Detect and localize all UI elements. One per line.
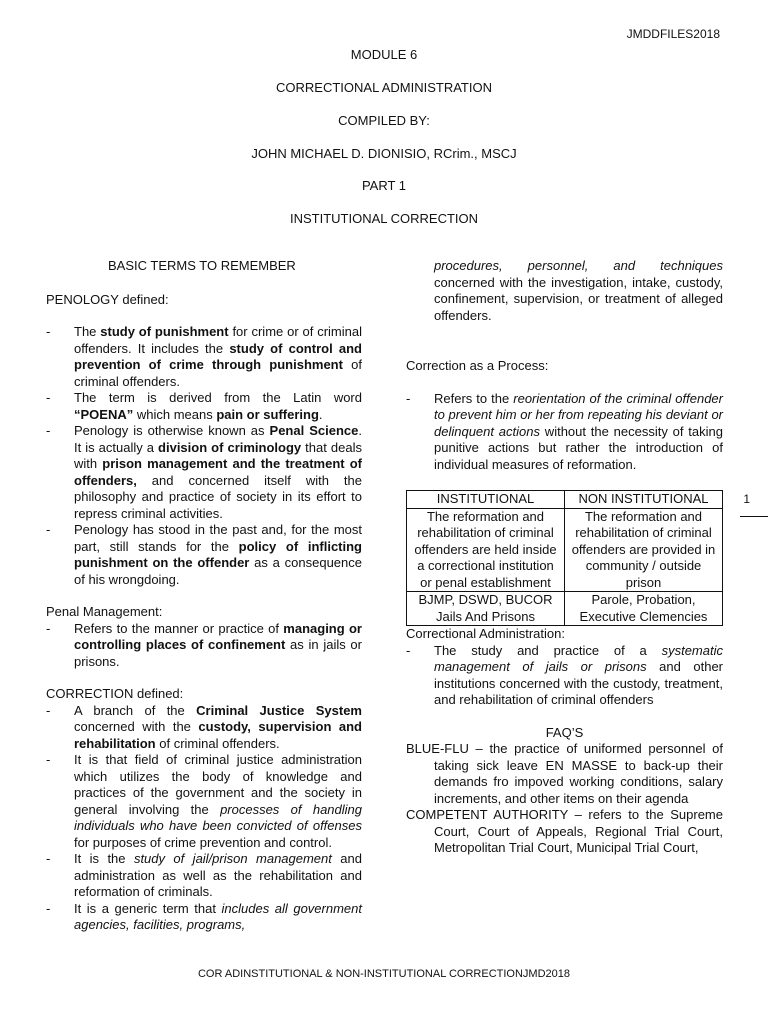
table-row [407,508,723,592]
emphasis-text: systematic management of jails or prisons [434,642,723,674]
faq-item-blue-flu [406,741,723,807]
list-item: - It is that field of criminal justice administration which utilizes the body of knowledge and practices of the government and the society in general involving the processes of handling individuals who have been convicted of offenses for purposes of crime prevention and control. [46,752,362,851]
page-number-rule [740,516,768,517]
emphasis-text: managing or controlling places of confinement [74,620,362,652]
page-number: 1 [743,492,750,506]
emphasis-text: study of control and prevention of crime through punishment [74,340,362,372]
faq-item-competent-authority [406,807,723,857]
left-column [46,258,362,934]
part-label: PART 1 [361,178,407,193]
basic-terms-heading: BASIC TERMS TO REMEMBER [108,258,296,273]
list-item: - Refers to the reorientation of the criminal offender to prevent him or her from repeating his deviant or delinquent actions without the necessity of taking punitive actions but rather the introduction of individual measures of reformation. [406,391,723,474]
right-column [406,258,723,857]
admin-list [406,643,723,709]
table-header-row [407,491,723,509]
table-cell: The reformation and rehabilitation of criminal offenders are provided in community / outside prison [565,508,723,592]
table-header: NON INSTITUTIONAL [565,491,723,509]
faq-term: BLUE-FLU [406,741,469,756]
header-code: JMDDFILES2018 [626,27,720,41]
list-item: - The term is derived from the Latin word “POENA” which means pain or suffering. [46,390,362,423]
correction-type-table [406,490,723,626]
emphasis-text: “POENA” [74,406,134,422]
list-item: - Refers to the manner or practice of managing or controlling places of confinement as in jails or prisons. [46,621,362,671]
list-item: - The study of punishment for crime or of criminal offenders. It includes the study of control and prevention of crime through punishment of criminal offenders. [46,324,362,390]
emphasis-text: division of criminology [158,439,302,455]
penology-list [46,324,362,588]
list-item: - Penology is otherwise known as Penal Science. It is actually a division of criminology that deals with prison management and the treatment of offenders, and concerned itself with the philosophy and practice of society in its effort to repress criminal activities. [46,423,362,522]
emphasis-text: Criminal Justice System [196,702,362,718]
faq-term: COMPETENT AUTHORITY [406,807,569,822]
admin-heading: Correctional Administration: [406,626,565,641]
emphasis-text: policy of inflicting punishment on the offender [74,538,362,570]
list-item: - The study and practice of a systematic management of jails or prisons and other institutions concerned with the custody, treatment, and rehabilitation of criminal offenders [406,643,723,709]
table-row [407,592,723,626]
faq-definition: – the practice of uniformed personnel of taking sick leave EN MASSE to back-up their demands fro impoved working conditions, salary increments, and other items on their agenda [434,741,723,806]
module-title: MODULE 6 [350,47,418,62]
emphasis-text: Penal Science [269,423,359,438]
emphasis-text: procedures, personnel, and techniques [434,258,723,273]
process-list [406,391,723,474]
faq-definition: – refers to the Supreme Court, Court of Appeals, Regional Trial Court, Metropolitan Trial Court, Municipal Trial Court, [434,807,723,855]
faq-heading: FAQ’S [545,724,584,740]
list-item: - It is a generic term that includes all government agencies, facilities, programs, [46,901,362,934]
penal-management-heading: Penal Management: [46,604,163,619]
emphasis-text: pain or suffering [216,406,319,422]
emphasis-text: reorientation of the criminal offender to prevent him or her from repeating his deviant or delinquent actions [434,390,723,439]
list-item: - Penology has stood in the past and, for the most part, still stands for the policy of inflicting punishment on the offender as a consequence of his wrongdoing. [46,522,362,588]
compiled-by-label: COMPILED BY: [338,113,430,128]
table-cell: The reformation and rehabilitation of criminal offenders are held inside a correctional institution or penal establishment [407,508,565,592]
correction-list [46,703,362,934]
table-header: INSTITUTIONAL [407,491,565,509]
process-heading: Correction as a Process: [406,358,549,373]
emphasis-text: prison management and the treatment of offenders, [74,456,362,488]
part-title: INSTITUTIONAL CORRECTION [289,211,479,226]
emphasis-text: custody, supervision and rehabilitation [74,719,362,751]
table-cell: Parole, Probation, Executive Clemencies [565,592,723,626]
list-item: - It is the study of jail/prison management and administration as well as the rehabilitation and reformation of criminals. [46,851,362,901]
list-item: - A branch of the Criminal Justice System concerned with the custody, supervision and rehabilitation of criminal offenders. [46,703,362,753]
emphasis-text: includes all government agencies, facilities, programs, [74,900,363,932]
course-title: CORRECTIONAL ADMINISTRATION [276,80,492,95]
emphasis-text: study of punishment [100,324,229,339]
penal-management-list [46,621,362,671]
continuation-paragraph: procedures, personnel, and techniques concerned with the investigation, intake, custody, confinement, supervision, or treatment of alleged offenders. [434,258,723,323]
emphasis-text: study of jail/prison management [133,851,332,866]
author-name: JOHN MICHAEL D. DIONISIO, RCrim., MSCJ [251,146,517,161]
emphasis-text: processes of handling individuals who have been convicted of offenses [74,801,362,833]
correction-heading: CORRECTION defined: [46,686,184,701]
penology-heading: PENOLOGY defined: [46,291,169,307]
table-cell: BJMP, DSWD, BUCOR Jails And Prisons [407,592,565,626]
page-footer: COR ADINSTITUTIONAL & NON-INSTITUTIONAL CORRECTIONJMD2018 [197,968,570,980]
